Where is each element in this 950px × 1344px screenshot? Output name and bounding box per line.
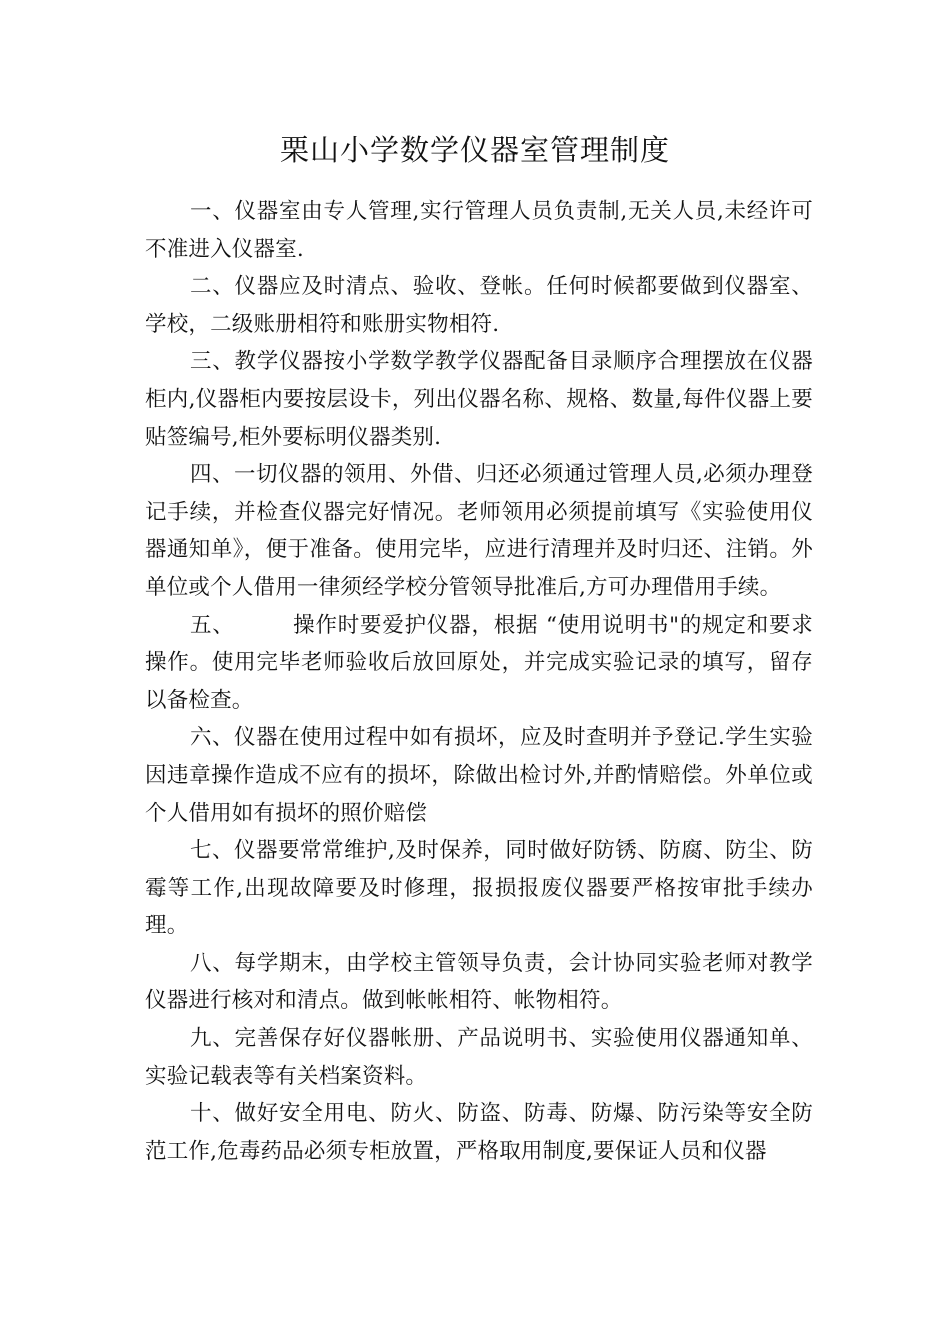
rule-number: 二、 xyxy=(190,274,235,300)
rule-number: 六、 xyxy=(190,725,234,751)
rule-paragraph-8 xyxy=(145,945,813,1020)
rule-text: 完善保存好仪器帐册、产品说明书、实验使用仪器通知单、实验记载表等有关档案资料。 xyxy=(145,1026,814,1089)
rule-number: 四、 xyxy=(190,462,234,488)
rule-paragraph-3 xyxy=(145,343,813,456)
rule-text: 仪器要常常维护,及时保养，同时做好防锈、防腐、防尘、防霉等工作,出现故障要及时修理，报损报废仪器要严格按审批手续办理。 xyxy=(145,838,813,939)
rule-number: 五、 xyxy=(190,612,235,638)
rule-paragraph-6 xyxy=(145,719,813,832)
rule-text: 做好安全用电、防火、防盗、防毒、防爆、防污染等安全防范工作,危毒药品必须专柜放置，严格取用制度,要保证人员和仪器 xyxy=(145,1101,814,1164)
rule-paragraph-2 xyxy=(145,268,813,343)
rule-number: 七、 xyxy=(190,838,234,864)
rule-number: 九、 xyxy=(190,1026,235,1052)
rule-paragraph-4 xyxy=(145,456,813,606)
rule-number: 十、 xyxy=(190,1101,235,1127)
rule-text: 操作时要爱护仪器，根据 “使用说明书"的规定和要求操作。使用完毕老师验收后放回原处，并完成实验记录的填写，留存以备检查。 xyxy=(145,612,813,713)
rule-text: 一切仪器的领用、外借、归还必须通过管理人员,必须办理登记手续，并检查仪器完好情况。老师领用必须提前填写《实验使用仪器通知单》，便于准备。使用完毕，应进行清理并及时归还、注销。外单位或个人借用一律须经学校分管领导批准后,方可办理借用手续。 xyxy=(145,462,813,600)
rule-paragraph-1 xyxy=(145,193,813,268)
rule-text: 仪器应及时清点、验收、登帐。任何时候都要做到仪器室、学校，二级账册相符和账册实物相符. xyxy=(145,274,814,337)
rule-number: 三、 xyxy=(190,349,235,375)
rule-text: 仪器室由专人管理,实行管理人员负责制,无关人员,未经许可不准进入仪器室. xyxy=(145,199,814,262)
rule-paragraph-9 xyxy=(145,1020,813,1095)
rule-paragraph-5 xyxy=(145,607,813,720)
rule-number: 一、 xyxy=(190,199,235,224)
rule-paragraph-7 xyxy=(145,832,813,945)
rule-paragraph-10 xyxy=(145,1095,813,1170)
rule-number: 八、 xyxy=(190,950,235,976)
document-body xyxy=(145,193,813,1170)
rule-text: 仪器在使用过程中如有损坏，应及时查明并予登记.学生实验因违章操作造成不应有的损坏，除做出检讨外,并酌情赔偿。外单位或个人借用如有损坏的照价赔偿 xyxy=(145,725,813,826)
rule-text: 每学期末，由学校主管领导负责，会计协同实验老师对教学仪器进行核对和清点。做到帐帐相符、帐物相符。 xyxy=(145,950,814,1014)
rule-text: 教学仪器按小学数学教学仪器配备目录顺序合理摆放在仪器柜内,仪器柜内要按层设卡，列出仪器名称、规格、数量,每件仪器上要贴签编号,柜外要标明仪器类别. xyxy=(145,349,814,450)
document-title: 栗山小学数学仪器室管理制度 xyxy=(279,133,670,167)
